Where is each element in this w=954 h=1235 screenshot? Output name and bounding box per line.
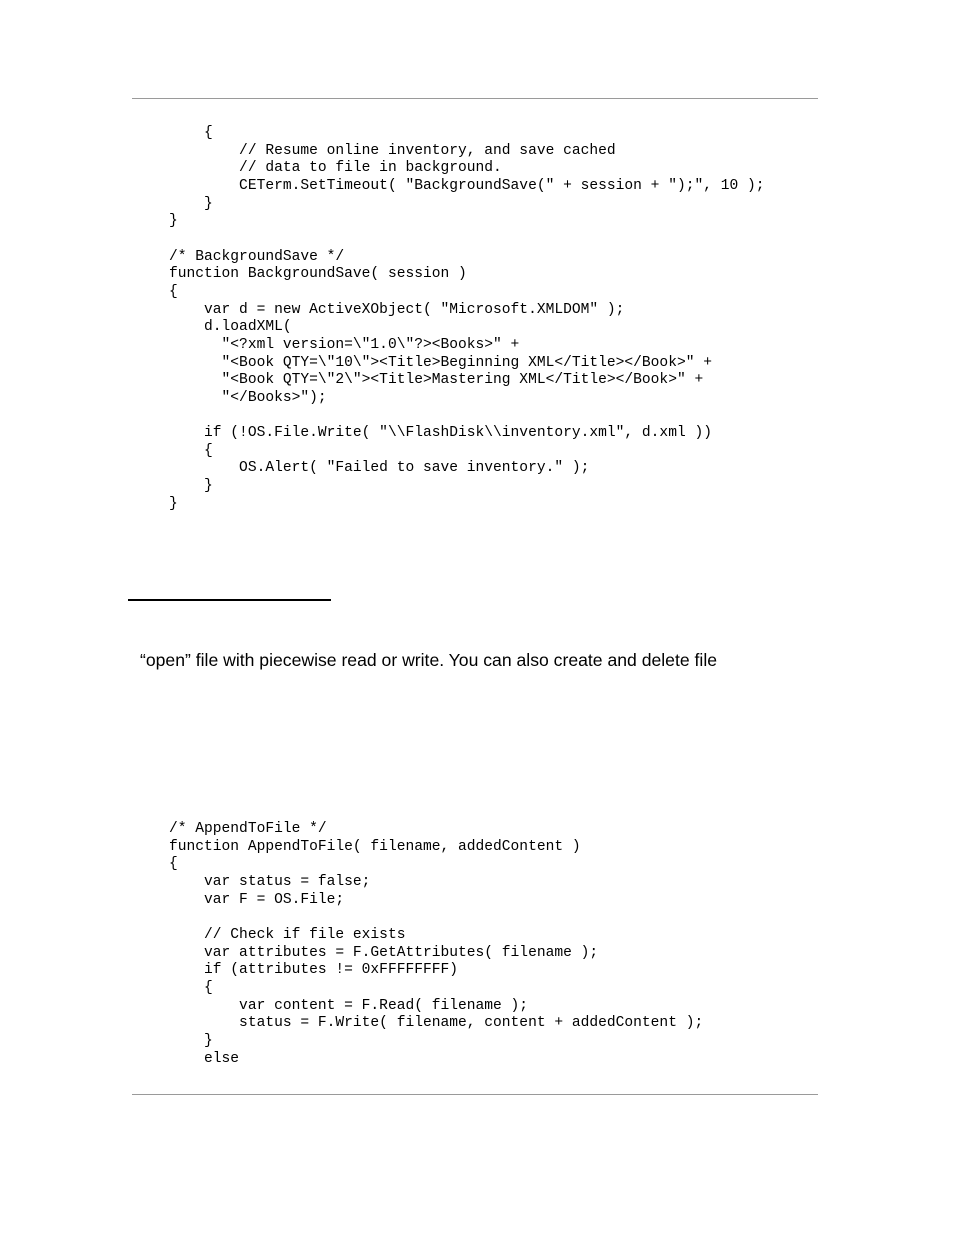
code-line: var d = new ActiveXObject( "Microsoft.XMLDOM" ); [169,301,625,318]
code-line: var content = F.Read( filename ); [169,997,529,1014]
code-line: var status = false; [169,873,371,890]
code-line: } [169,195,213,212]
code-line: // data to file in background. [169,160,502,177]
code-line: } [169,478,213,495]
code-line: function BackgroundSave( session ) [169,266,467,283]
code-line: } [169,213,178,230]
body-paragraph: “open” file with piecewise read or write. You can also create and delete file [140,650,718,670]
code-line: function AppendToFile( filename, addedContent ) [169,838,581,855]
code-line: /* BackgroundSave */ [169,248,345,265]
code-line: /* AppendToFile */ [169,821,327,837]
code-line: { [169,979,213,996]
code-line: if (attributes != 0xFFFFFFFF) [169,962,459,979]
code-line: { [169,856,178,873]
code-line: // Check if file exists [169,926,406,943]
code-line: var attributes = F.GetAttributes( filename ); [169,944,599,961]
footer-rule [132,1094,818,1095]
code-line: status = F.Write( filename, content + addedContent ); [169,1015,704,1032]
code-line: // Resume online inventory, and save cached [169,142,616,159]
code-line: else [169,1050,240,1067]
code-line: CETerm.SetTimeout( "BackgroundSave(" + session + ");", 10 ); [169,177,765,194]
code-block-append-to-file [169,821,703,1068]
code-line: { [169,125,213,141]
code-line: var F = OS.File; [169,891,345,908]
section-heading-underline [128,599,331,601]
code-line: OS.Alert( "Failed to save inventory." ); [169,460,590,477]
code-line: "<Book QTY=\"2\"><Title>Mastering XML</Title></Book>" + [169,372,704,389]
code-line: "<Book QTY=\"10\"><Title>Beginning XML</Title></Book>" + [169,354,712,371]
code-block-background-save [169,125,765,513]
code-line: "</Books>"); [169,389,327,406]
code-line: { [169,442,213,459]
code-line: d.loadXML( [169,319,292,336]
header-rule [132,98,818,99]
code-line: } [169,1032,213,1049]
code-line: } [169,495,178,512]
code-line: { [169,283,178,300]
code-line: "<?xml version=\"1.0\"?><Books>" + [169,336,520,353]
code-line: if (!OS.File.Write( "\\FlashDisk\\inventory.xml", d.xml )) [169,425,712,442]
